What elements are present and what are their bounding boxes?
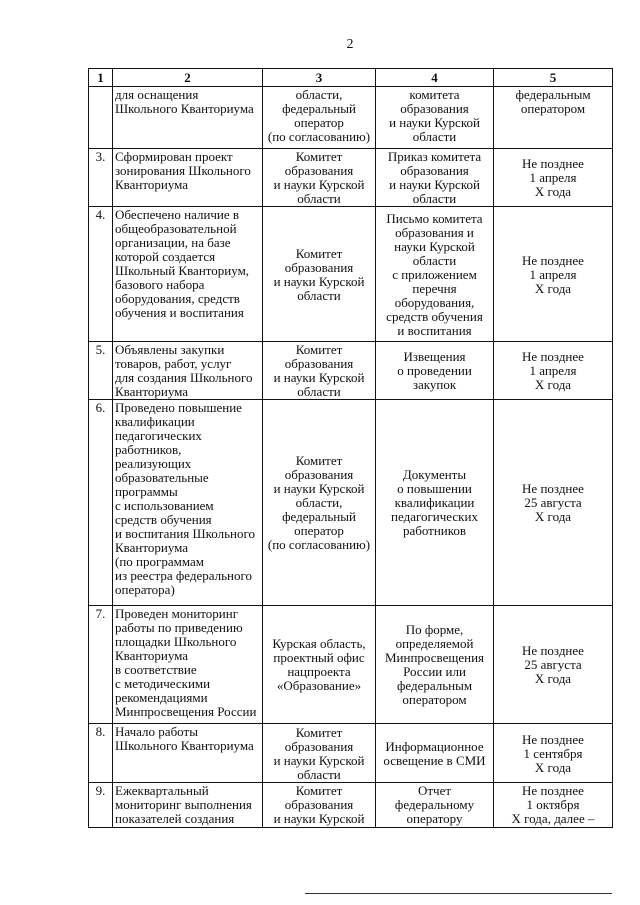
column-header: 1 [89,69,113,87]
responsible-cell: Комитет образования и науки Курской области [263,149,376,207]
table-row [89,149,613,207]
deadline-cell: Не позднее 25 августа Х года [494,400,613,606]
document-cell: Отчет федеральному оператору [376,783,494,828]
event-cell: Проведено повышение квалификации педагогических работников, реализующих образовательные программы с использованием средств обучения и воспитания Школьного Кванториума (по программам из реестра федерального оператора) [113,400,263,606]
event-cell: Проведен мониторинг работы по приведению площадки Школьного Кванториума в соответствие с методическими рекомендациями Минпросвещения России [113,606,263,724]
footer-rule [305,893,612,894]
document-cell: Информационное освещение в СМИ [376,724,494,783]
deadline-cell: Не позднее 1 апреля Х года [494,149,613,207]
document-cell: Документы о повышении квалификации педагогических работников [376,400,494,606]
row-number-cell [89,87,113,149]
document-cell: Извещения о проведении закупок [376,342,494,400]
column-header: 5 [494,69,613,87]
responsible-cell: Комитет образования и науки Курской [263,783,376,828]
responsible-cell: Курская область, проектный офис нацпроекта «Образование» [263,606,376,724]
responsible-cell: Комитет образования и науки Курской области, федеральный оператор (по согласованию) [263,400,376,606]
document-cell: Приказ комитета образования и науки Курской области [376,149,494,207]
row-number-cell: 7. [89,606,113,724]
row-number-cell: 5. [89,342,113,400]
document-cell: Письмо комитета образования и науки Курской области с приложением перечня оборудования, средств обучения и воспитания [376,207,494,342]
table-header-row [89,69,613,87]
event-cell: Начало работы Школьного Кванториума [113,724,263,783]
plan-table [88,68,613,828]
deadline-cell: Не позднее 1 октября Х года, далее – [494,783,613,828]
table-row [89,400,613,606]
deadline-cell: федеральным оператором [494,87,613,149]
table-row [89,783,613,828]
event-cell: Сформирован проект зонирования Школьного Кванториума [113,149,263,207]
row-number-cell: 9. [89,783,113,828]
row-number-cell: 8. [89,724,113,783]
document-cell: комитета образования и науки Курской области [376,87,494,149]
row-number-cell: 3. [89,149,113,207]
column-header: 4 [376,69,494,87]
responsible-cell: Комитет образования и науки Курской области [263,207,376,342]
page-number: 2 [346,37,354,52]
row-number-cell: 6. [89,400,113,606]
event-cell: Ежеквартальный мониторинг выполнения показателей создания [113,783,263,828]
deadline-cell: Не позднее 1 апреля Х года [494,207,613,342]
responsible-cell: Комитет образования и науки Курской области [263,342,376,400]
row-number-cell: 4. [89,207,113,342]
deadline-cell: Не позднее 25 августа Х года [494,606,613,724]
responsible-cell: Комитет образования и науки Курской области [263,724,376,783]
table-row [89,87,613,149]
column-header: 2 [113,69,263,87]
event-cell: Обеспечено наличие в общеобразовательной организации, на базе которой создается Школьный Кванториум, базового набора оборудования, средств обучения и воспитания [113,207,263,342]
table-row [89,724,613,783]
table-row [89,207,613,342]
document-cell: По форме, определяемой Минпросвещения России или федеральным оператором [376,606,494,724]
column-header: 3 [263,69,376,87]
deadline-cell: Не позднее 1 апреля Х года [494,342,613,400]
table-row [89,342,613,400]
event-cell: для оснащения Школьного Кванториума [113,87,263,149]
deadline-cell: Не позднее 1 сентября Х года [494,724,613,783]
event-cell: Объявлены закупки товаров, работ, услуг для создания Школьного Кванториума [113,342,263,400]
table-row [89,606,613,724]
responsible-cell: области, федеральный оператор (по согласованию) [263,87,376,149]
